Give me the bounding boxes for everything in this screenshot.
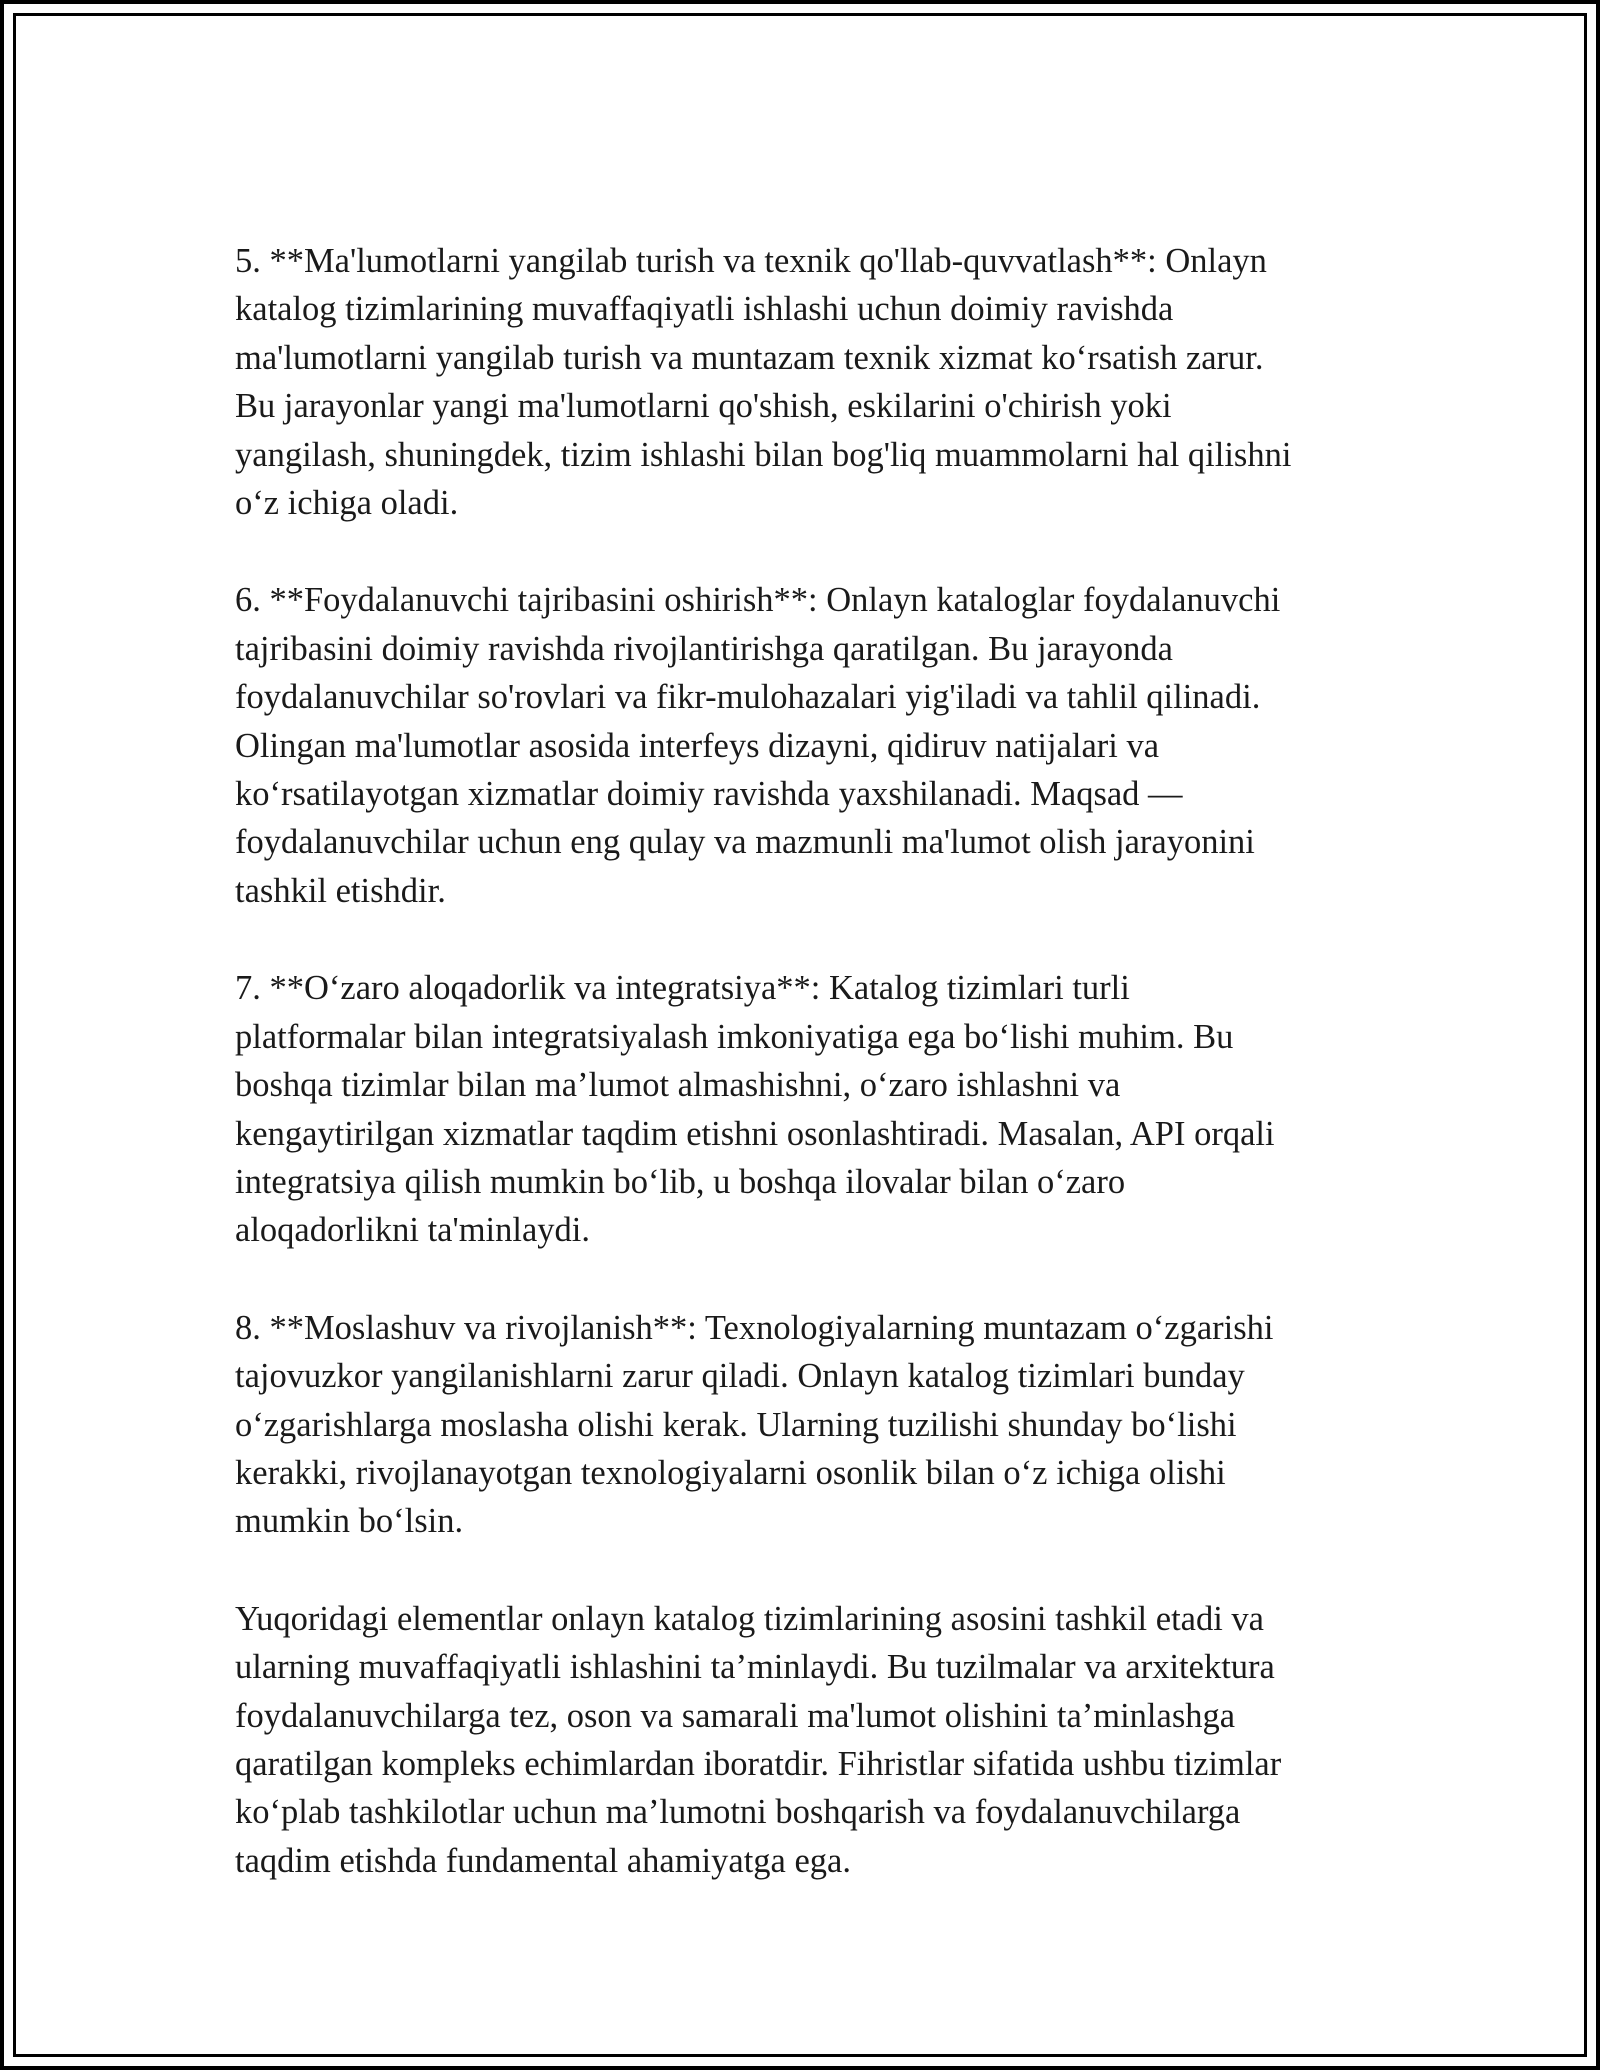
paragraph-conclusion: Yuqoridagi elementlar onlayn katalog tizimlarining asosini tashkil etadi va ularning muvaffaqiyatli ishlashini ta’minlaydi. Bu tuzilmalar va arxitektura foydalanuvchilarga tez, oson va samarali ma'lumot olishini ta’minlashga qaratilgan kompleks echimlardan iboratdir. Fihristlar sifatida ushbu tizimlar koʻplab tashkilotlar uchun ma’lumotni boshqarish va foydalanuvchilarga taqdim etishda fundamental ahamiyatga ega. [235,1599,1282,1880]
paragraph-adaptation-development: 8. **Moslashuv va rivojlanish**: Texnologiyalarning muntazam oʻzgarishi tajovuzkor yangilanishlarni zarur qiladi. Onlayn katalog tizimlari bunday oʻzgarishlarga moslasha olishi kerak. Ularning tuzilishi shunday boʻlishi kerakki, rivojlanayotgan texnologiyalarni osonlik bilan oʻz ichiga olishi mumkin boʻlsin. [235,1308,1274,1541]
paragraph-interoperability-integration: 7. **Oʻzaro aloqadorlik va integratsiya**: Katalog tizimlari turli platformalar bilan integratsiyalash imkoniyatiga ega boʻlishi muhim. Bu boshqa tizimlar bilan ma’lumot almashishni, oʻzaro ishlashni va kengaytirilgan xizmatlar taqdim etishni osonlashtiradi. Masalan, API orqali integratsiya qilish mumkin boʻlib, u boshqa ilovalar bilan oʻzaro aloqadorlikni ta'minlaydi. [235,969,1275,1250]
paragraph-user-experience: 6. **Foydalanuvchi tajribasini oshirish**: Onlayn kataloglar foydalanuvchi tajribasini doimiy ravishda rivojlantirishga qaratilgan. Bu jarayonda foydalanuvchilar so'rovlari va fikr-mulohazalari yig'iladi va tahlil qilinadi. Olingan ma'lumotlar asosida interfeys dizayni, qidiruv natijalari va koʻrsatilayotgan xizmatlar doimiy ravishda yaxshilanadi. Maqsad — foydalanuvchilar uchun eng qulay va mazmunli ma'lumot olish jarayonini tashkil etishdir. [235,581,1281,910]
paragraph-data-updates-support: 5. **Ma'lumotlarni yangilab turish va texnik qo'llab-quvvatlash**: Onlayn katalog tizimlarining muvaffaqiyatli ishlashi uchun doimiy ravishda ma'lumotlarni yangilab turish va muntazam texnik xizmat koʻrsatish zarur. Bu jarayonlar yangi ma'lumotlarni qo'shish, eskilarini o'chirish yoki yangilash, shuningdek, tizim ishlashi bilan bog'liq muammolarni hal qilishni oʻz ichiga oladi. [235,242,1292,523]
document-body [235,237,1370,1885]
